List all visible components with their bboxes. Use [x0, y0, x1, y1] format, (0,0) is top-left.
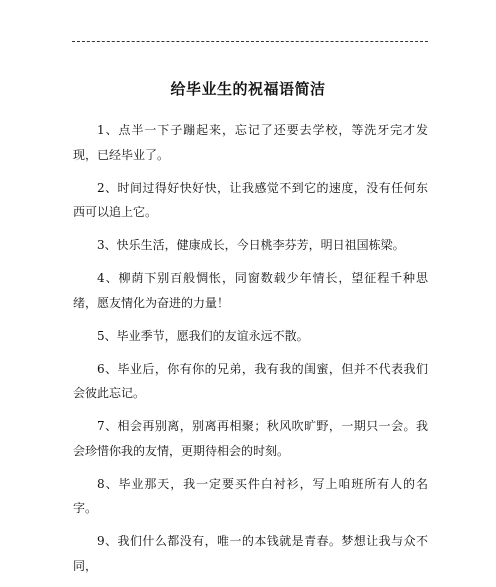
document-title: 给毕业生的祝福语简洁: [170, 80, 326, 98]
paragraph: 5、毕业季节，愿我们的友谊永远不散。: [97, 328, 309, 343]
paragraph: 1、点半一下子蹦起来，忘记了还要去学校，等洗牙完才发现，已经毕业了。: [73, 123, 428, 162]
document-body: [73, 118, 428, 587]
paragraph: 7、相会再别离，别离再相聚；秋风吹旷野，一期只一会。我会珍惜你我的友情，更期待相会的时刻。: [73, 419, 428, 458]
header-dashed-rule: [72, 41, 428, 42]
paragraph: 6、毕业后，你有你的兄弟，我有我的闺蜜，但并不代表我们会彼此忘记。: [73, 361, 428, 400]
paragraph: 2、时间过得好快好快，让我感觉不到它的速度，没有任何东西可以追上它。: [73, 180, 428, 219]
paragraph: 3、快乐生活，健康成长，今日桃李芬芳，明日祖国栋梁。: [97, 238, 405, 252]
paragraph: 9、我们什么都没有，唯一的本钱就是青春。梦想让我与众不同，: [73, 534, 428, 573]
paragraph: 8、毕业那天，我一定要买件白衬衫，写上咱班所有人的名字。: [73, 476, 428, 515]
paragraph: 4、柳荫下别百般惆怅，同窗数载少年情长，望征程千种思绪，愿友情化为奋进的力量！: [73, 271, 428, 310]
